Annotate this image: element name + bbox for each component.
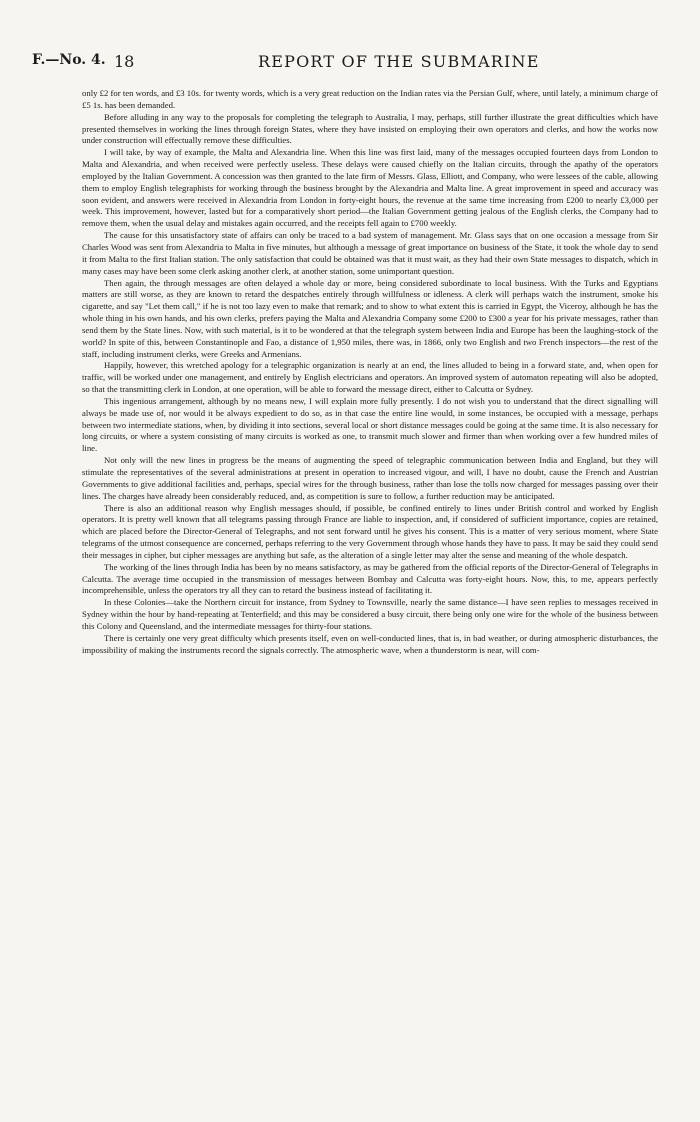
paragraph: The working of the lines through India has been by no means satisfactory, as may be gathered from the official reports of the Director-General of Telegraphs in Calcutta. The average time occupied in the transmission of messages between Bombay and Calcutta was forty-eight hours. Now, this, to me, appears perfectly incomprehensible, unless the operators try all they can to retard the business instead of facilitating it. — [82, 561, 658, 596]
paragraph: Not only will the new lines in progress be the means of augmenting the speed of telegraphic communication between India and England, but they will stimulate the representatives of the several administrations at present in operation to increased vigour, and will, I have no doubt, cause the French and Austrian Governments to give additional facilities and, perhaps, special wires for the through business, rather than lose the tolls now charged for messages passing over their lines. The charges have already been considerably reduced, and, as competition is sure to follow, a further reduction may be anticipated. — [82, 455, 658, 501]
page-header — [0, 52, 700, 74]
paragraph: Before alluding in any way to the proposals for completing the telegraph to Australia, I may, perhaps, still further illustrate the great difficulties which have presented themselves in working the lines through foreign States, where they have insisted on employing their own operators and clerks, and how the works now under construction will effectually remove these difficulties. — [82, 111, 658, 146]
document-number: F.—No. 4. — [32, 52, 106, 68]
paragraph: only £2 for ten words, and £3 10s. for twenty words, which is a very great reduction on the Indian rates via the Persian Gulf, where, until lately, a minimum charge of £5 1s. has been demanded. — [82, 88, 658, 110]
running-title: REPORT OF THE SUBMARINE — [258, 52, 540, 71]
report-body — [82, 88, 658, 657]
paragraph: Happily, however, this wretched apology for a telegraphic organization is nearly at an end, the lines alluded to being in a forward state, and, when open for traffic, will be worked under one management, and entirely by English electricians and operators. An improved system of automaton repeating will also be adopted, so that the transmitting clerk in London, at one operation, will be able to forward the message direct, either to Calcutta or Sydney. — [82, 360, 658, 395]
paragraph: In these Colonies—take the Northern circuit for instance, from Sydney to Townsville, nearly the same distance—I have seen replies to messages received in Sydney within the hour by hand-repeating at Tenterfield; and this may be considered a busy circuit, there being only one wire for the whole of the business between this Colony and Queensland, and the intermediate messages for thirty-four stations. — [82, 597, 658, 631]
paragraph: The cause for this unsatisfactory state of affairs can only be traced to a bad system of management. Mr. Glass says that on one occasion a message from Sir Charles Wood was sent from Alexandria to Malta in five minutes, but although a message of great importance on business of the State, it took the whole day to send it from Malta to the first Italian station. The only satisfaction that could be obtained was that it must wait, as they had their own State messages to dispatch, which in many cases may have been some clerk asking another clerk, at another station, some unimportant question. — [82, 230, 658, 276]
paragraph: I will take, by way of example, the Malta and Alexandria line. When this line was first laid, many of the messages occupied fourteen days from London to Malta and Alexandria, and when received were perfectly useless. These delays were caused chiefly on the Italian circuits, through the apathy of the operators employed by the Italian Government. A concession was then granted to the late firm of Messrs. Glass, Elliott, and Company, who were lessees of the cable, allowing them to employ English telegraphists for working through the business brought by the Alexandria and Malta line. A great improvement in speed and accuracy was soon evident, and answers were received in Alexandria from London in forty-eight hours, the revenue at the same time increasing from £200 to nearly £3,000 per week. This improvement, however, lasted but for a comparatively short period—the Italian Government getting jealous of the English clerks, the Company had to remove them, when the usual delay and mistakes again occurred, and the receipts fell again to £700 weekly. — [82, 147, 658, 229]
paragraph: There is also an additional reason why English messages should, if possible, be confined entirely to lines under British control and worked by English operators. It is pretty well known that all telegrams passing through France are liable to inspection, and, if considered of sufficient importance, copies are retained, which are placed before the Director-General of Telegraphs, and not sent forward until he gives his consent. This is a matter of very serious moment, where State telegrams of the utmost consequence are concerned, perhaps referring to the very Government through whose hands they have to pass. It may be said they could send their messages in cipher, but cipher messages are anything but safe, as the alteration of a single letter may alter the sense and meaning of the whole despatch. — [82, 502, 658, 560]
paragraph: Then again, the through messages are often delayed a whole day or more, being considered subordinate to local business. With the Turks and Egyptians matters are still worse, as they are known to retard the despatches entirely through willfulness or idleness. A clerk will perhaps watch the instrument, smoke his cigarette, and say "Let them call," if he is not too lazy even to make that remark; and to show to what extent this is carried in Egypt, the Viceroy, although he has the whole thing in his own hands, and his own clerks, prefers paying the Malta and Alexandria Company some £200 to £300 a year for his private messages, rather than send them by the State lines. Now, with such material, is it to be wondered at that the telegraph system between India and Europe has been the laughing-stock of the world? In spite of this, between Constantinople and Fao, a distance of 1,950 miles, there was, in 1866, only two English and two French inspectors—the rest of the staff, including instrument clerks, were Greeks and Armenians. — [82, 277, 658, 359]
paragraph: This ingenious arrangement, although by no means new, I will explain more fully presently. I do not wish you to understand that the direct signalling will always be made use of, nor would it be always expedient to do so, as in that case the entire line would, in some instances, be occupied with a message, perhaps between two intermediate stations, when, by dividing it into sections, several local or short distance messages could be going at the same time. It is also necessary for long circuits, or where a system consisting of many circuits is worked as one, to transmit much slower and firmer than when working over a few hundred miles of line. — [82, 395, 658, 454]
paragraph: There is certainly one very great difficulty which presents itself, even on well-conducted lines, that is, in bad weather, or during atmospheric disturbances, the impossibility of making the instruments record the signals correctly. The atmospheric wave, when a thunderstorm is near, will com- — [82, 632, 658, 655]
page-number: 18 — [114, 52, 135, 71]
